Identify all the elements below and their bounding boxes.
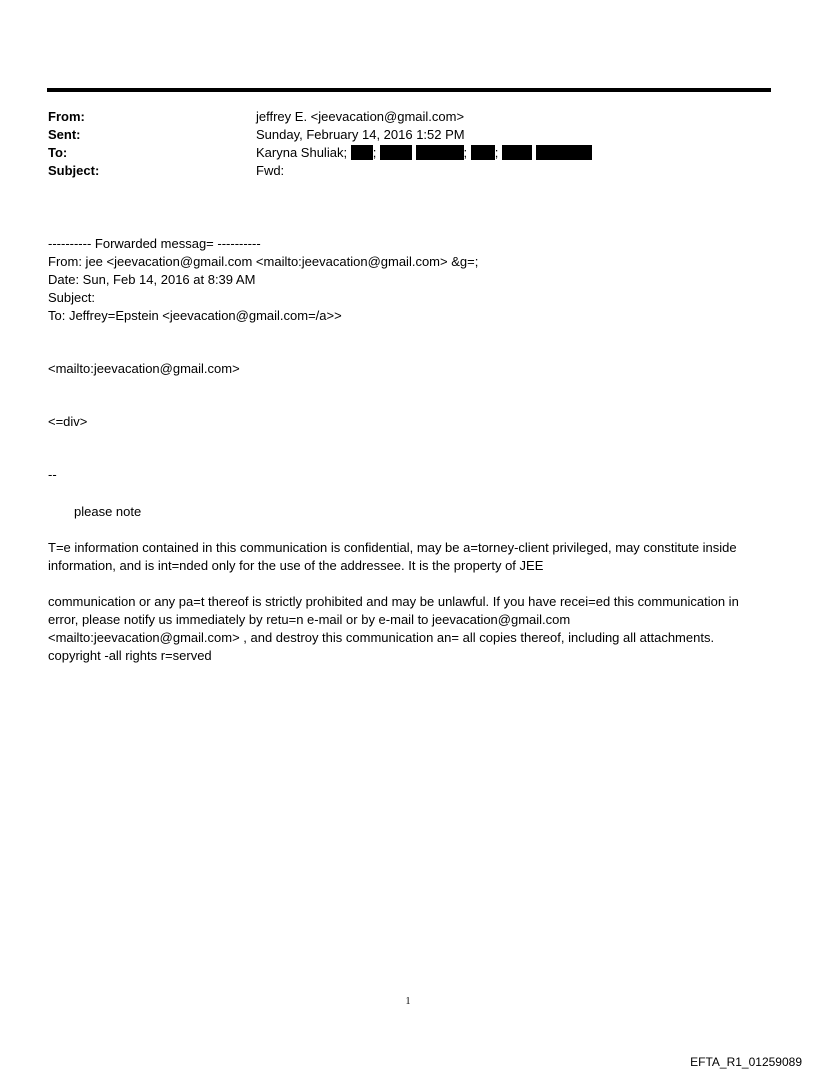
bates-number: EFTA_R1_01259089 — [690, 1055, 802, 1069]
header-rule — [47, 88, 771, 92]
prohibition-paragraph: communication or any pa=t thereof is strictly prohibited and may be unlawful. If you have recei=ed this communication in error, please notify us immediately by retu=n e-mail or by e-mail to jeevacation@gmail.com <mailto:jeevacation@gmail.com> , and destroy this communication an= all copies thereof, including all attachments. copyright -all rights r=served — [48, 594, 739, 663]
redaction-box — [416, 145, 464, 160]
forwarded-date: Date: Sun, Feb 14, 2016 at 8:39 AM — [48, 272, 256, 287]
to-value: Karyna Shuliak; — [256, 145, 348, 160]
forwarded-to: To: Jeffrey=Epstein <jeevacation@gmail.com=/a>> — [48, 308, 342, 323]
confidentiality-paragraph: T=e information contained in this communication is confidential, may be a=torney-client privileged, may constitute inside information, and is int=nded only for the use of the addressee. It is the property of JEE — [48, 540, 741, 573]
page-number: 1 — [405, 996, 411, 1007]
subject-label: Subject: — [48, 163, 100, 178]
redaction-box — [502, 145, 532, 160]
to-label: To: — [48, 145, 68, 160]
forwarded-from: From: jee <jeevacation@gmail.com <mailto:jeevacation@gmail.com> &g=; — [48, 254, 479, 269]
mailto-line: <mailto:jeevacation@gmail.com> — [48, 361, 240, 376]
redaction-box — [471, 145, 495, 160]
redaction-box — [380, 145, 412, 160]
from-value: jeffrey E. <jeevacation@gmail.com> — [256, 109, 465, 124]
please-note: please note — [74, 504, 142, 519]
sent-value: Sunday, February 14, 2016 1:52 PM — [256, 127, 465, 142]
from-label: From: — [48, 109, 85, 124]
redaction-box — [351, 145, 373, 160]
forwarded-subject: Subject: — [48, 290, 95, 305]
signature-dashes: -- — [48, 467, 57, 482]
subject-value: Fwd: — [256, 163, 285, 178]
div-tag-line: <=div> — [48, 414, 88, 429]
sent-label: Sent: — [48, 127, 81, 142]
redaction-box — [536, 145, 592, 160]
to-recipients: Karyna Shuliak; ; ; ; — [256, 144, 592, 162]
forwarded-separator: ---------- Forwarded messag= ---------- — [48, 236, 261, 251]
